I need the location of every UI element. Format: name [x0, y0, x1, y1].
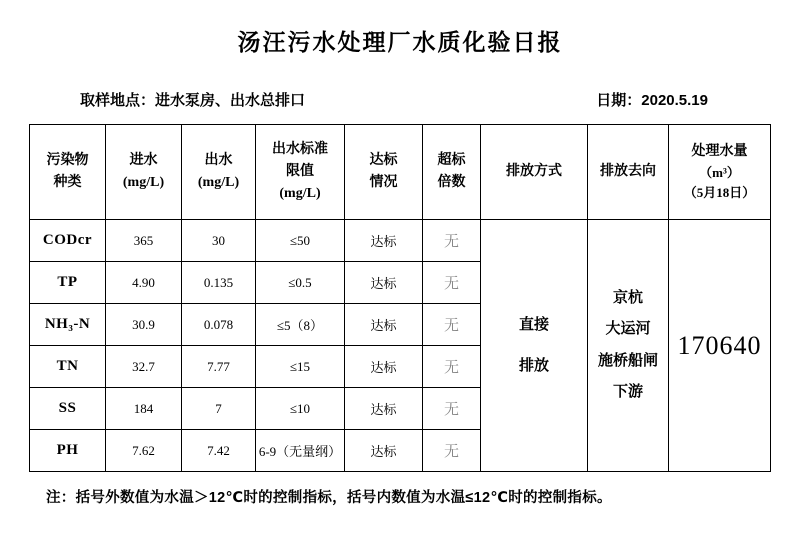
status-value: 达标 — [345, 430, 423, 472]
limit-value: ≤0.5 — [256, 262, 345, 304]
exceed-value: 无 — [423, 430, 481, 472]
limit-value: ≤10 — [256, 388, 345, 430]
pollutant-name: TN — [30, 346, 106, 388]
footnote: 注：括号外数值为水温＞12℃时的控制指标，括号内数值为水温≤12℃时的控制指标。 — [46, 490, 612, 506]
header-discharge-destination: 排放去向 — [588, 125, 669, 220]
outflow-value: 7 — [182, 388, 256, 430]
status-value: 达标 — [345, 304, 423, 346]
inflow-value: 30.9 — [106, 304, 182, 346]
outflow-value: 0.078 — [182, 304, 256, 346]
sampling-location-label: 取样地点：进水泵房、出水总排口 — [80, 92, 306, 109]
exceed-value: 无 — [423, 220, 481, 262]
pollutant-name: NH₃-N — [30, 304, 106, 346]
status-value: 达标 — [345, 262, 423, 304]
status-value: 达标 — [345, 220, 423, 262]
date-label: 日期：2020.5.19 — [596, 92, 708, 109]
outflow-value: 0.135 — [182, 262, 256, 304]
pollutant-name: TP — [30, 262, 106, 304]
page-title: 汤汪污水处理厂水质化验日报 — [237, 29, 563, 55]
exceed-value: 无 — [423, 346, 481, 388]
header-status: 达标 情况 — [345, 125, 423, 220]
water-quality-table — [29, 124, 771, 472]
discharge-destination-cell: 京杭 大运河 施桥船闸 下游 — [588, 220, 669, 472]
treated-volume-cell: 170640 — [669, 220, 771, 472]
header-treated-volume: 处理水量 （m³） （5月18日） — [669, 125, 771, 220]
header-discharge-mode: 排放方式 — [481, 125, 588, 220]
exceed-value: 无 — [423, 388, 481, 430]
discharge-mode-cell: 直接 排放 — [481, 220, 588, 472]
limit-value: ≤15 — [256, 346, 345, 388]
report-page — [0, 24, 800, 507]
outflow-value: 30 — [182, 220, 256, 262]
table-header-row — [30, 125, 771, 220]
header-inflow: 进水 (mg/L) — [106, 125, 182, 220]
inflow-value: 32.7 — [106, 346, 182, 388]
limit-value: 6-9（无量纲） — [256, 430, 345, 472]
info-row — [80, 89, 708, 110]
exceed-value: 无 — [423, 262, 481, 304]
header-outflow-limit: 出水标准 限值 (mg/L) — [256, 125, 345, 220]
inflow-value: 7.62 — [106, 430, 182, 472]
exceed-value: 无 — [423, 304, 481, 346]
limit-value: ≤5（8） — [256, 304, 345, 346]
outflow-value: 7.42 — [182, 430, 256, 472]
outflow-value: 7.77 — [182, 346, 256, 388]
inflow-value: 184 — [106, 388, 182, 430]
inflow-value: 4.90 — [106, 262, 182, 304]
limit-value: ≤50 — [256, 220, 345, 262]
status-value: 达标 — [345, 388, 423, 430]
header-pollutant-type: 污染物 种类 — [30, 125, 106, 220]
status-value: 达标 — [345, 346, 423, 388]
inflow-value: 365 — [106, 220, 182, 262]
pollutant-name: CODcr — [30, 220, 106, 262]
pollutant-name: PH — [30, 430, 106, 472]
table-row-codcr — [30, 220, 771, 262]
header-outflow: 出水 (mg/L) — [182, 125, 256, 220]
pollutant-name: SS — [30, 388, 106, 430]
header-exceed-ratio: 超标 倍数 — [423, 125, 481, 220]
